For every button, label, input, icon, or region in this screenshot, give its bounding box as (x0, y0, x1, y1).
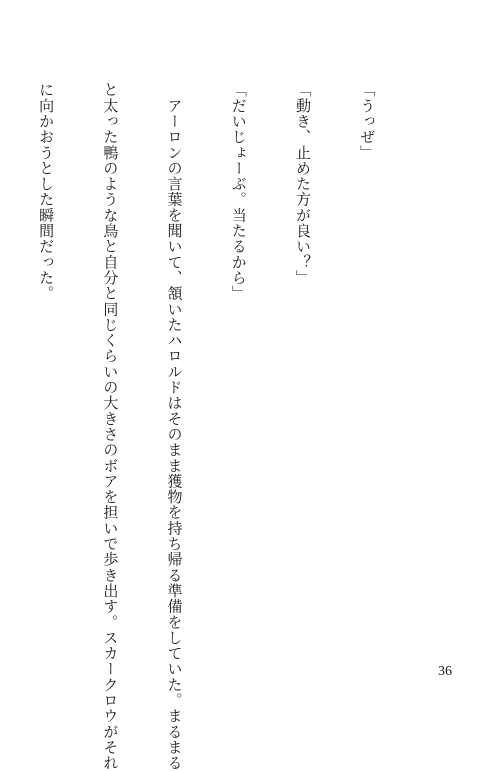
text-line: に向かおうとした瞬間だった。 (37, 82, 56, 302)
text-line: 「うっぜ」 (358, 82, 377, 161)
vertical-text-block (0, 82, 420, 771)
page-number: 36 (438, 664, 452, 679)
text-line: と太った鴨のような鳥と自分と同じくらいの大きさのボアを担いで歩き出す。スカークロウがそれ (101, 82, 120, 771)
text-line: 「だいじょーぶ。当たるから」 (229, 82, 248, 302)
text-line: アーロンの言葉を聞いて、頷いたハロルドはそのまま獲物を持ち帰る準備をしていた。まるまる (165, 82, 184, 771)
text-line: 「動き、止めた方が良い？」 (293, 82, 312, 286)
